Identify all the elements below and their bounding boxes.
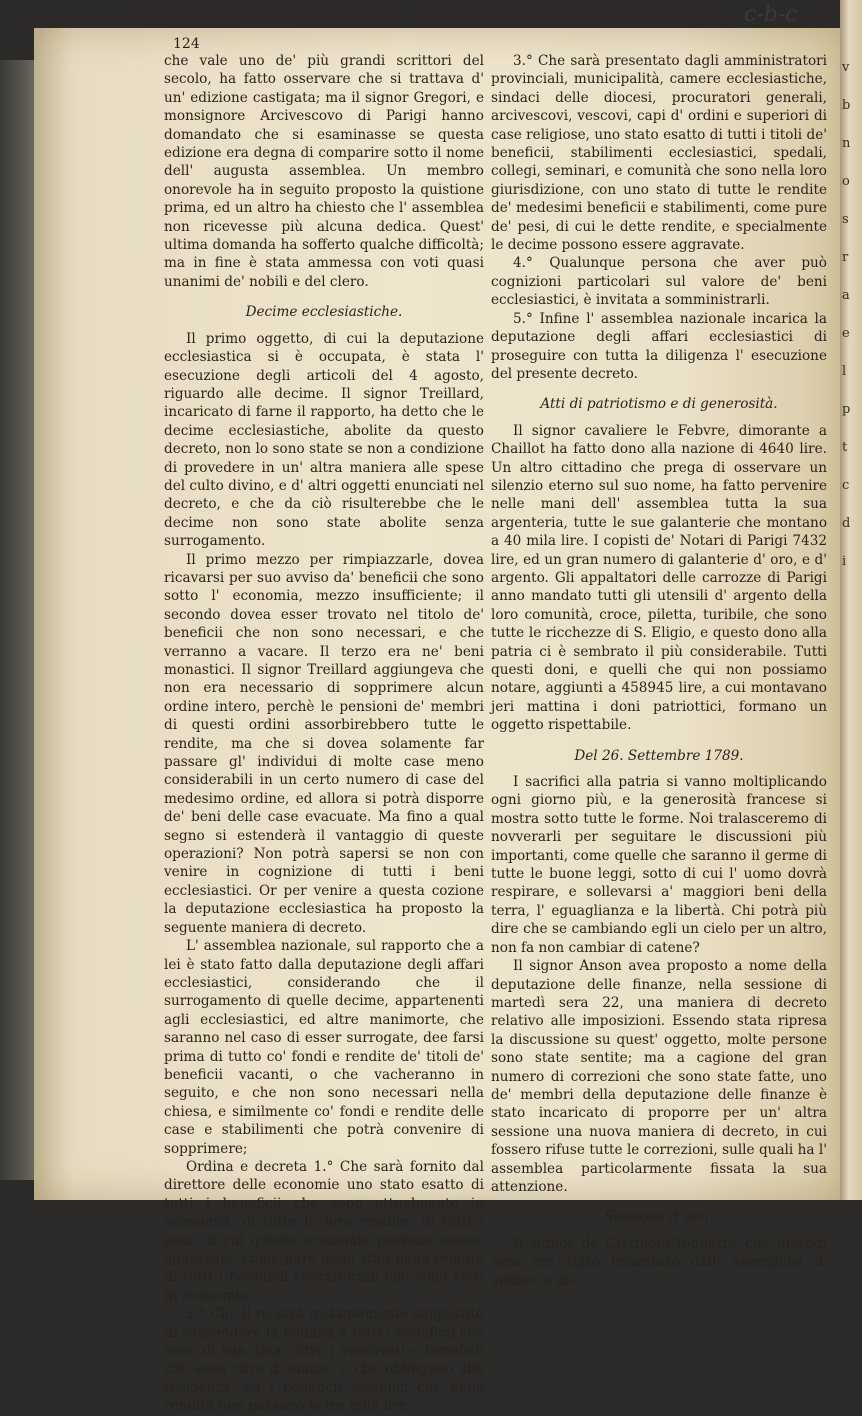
right-paragraph: 5.° Infine l' assemblea nazionale incarica la deputazione degli affari ecclesiastici di proseguire con tutta la diligenza l' esecuzione del presente decreto. [491,310,827,382]
right-heading: Del 26. Settembre 1789. [574,747,744,764]
edge-letter: e [842,326,850,341]
right-heading: Atti di patriotismo e di generosità. [540,396,778,413]
edge-letter: i [842,554,847,569]
edge-letter: r [842,250,849,265]
right-paragraph: 3.° Che sarà presentato dagli amministratori provinciali, municipalità, camere ecclesiastiche, sindaci delle diocesi, procuratori generali, arcivescovi, vescovi, capi d' ordini e superiori di case religiose, uno stato esatto di tutti i titoli de' beneficii, stabilimenti ecclesiastici, spedali, collegi, seminari, e comunità che sono nella loro giurisdizione, con uno stato di tutte le rendite de' medesimi beneficii e stabilimenti, come pure de' pesi, di cui le dette rendite, e specialmente le decime possono essere aggravate. [491,53,827,254]
edge-letter: l [842,364,847,379]
right-paragraph: Il signor de Clermont-Tonnerre che giovedì sera era stato incaricato dall' assemblea d' andare a do- [491,1235,827,1289]
right-heading: Sessione d' jeri. [604,1209,714,1226]
left-paragraph: Il primo mezzo per rimpiazzarle, dovea ricavarsi per suo avviso da' beneficii che sono sotto l' economia, mezzo insufficiente; il secondo dovea esser trovato nel titolo de' beneficii che non sono necessari, e che verranno a vacare. Il terzo era ne' beni monastici. Il signor Treillard aggiungeva che non era necessario di sopprimere alcun ordine intero, perchè le pensioni de' membri di questi ordini assorbirebbero tutte le rendite, ma che si dovea solamente far passare gl' individui di molte case meno considerabili in un certo numero di case del medesimo ordine, ed allora si potrà disporre de' beni delle case evacuate. Ma fino a qual segno si estenderà il vantaggio di queste operazioni? Non potrà sapersi se non con venire in cognizione di tutti i beni ecclesiastici. Or per venire a questa cozione la deputazione ecclesiastica ha proposto la seguente maniera di decreto. [164,551,484,936]
left-text-column [164,52,484,1416]
edge-letter: a [842,288,850,303]
left-paragraph: Ordina e decreta 1.° Che sarà fornito dal direttore delle economie uno stato esatto di tutti i beneficii che sono attualmente in economia, di tutte le loro rendite, di tutti i pesi, di cui queste economie possono essere aggravate, come pure degli stati delle rendite di tutti i beneficii concistoriali che sono stati in economia. [164,1158,484,1304]
edge-letter: b [842,98,851,113]
book-binding-edge [0,60,34,1180]
edge-letter: v [842,60,850,75]
edge-letter: c [842,478,850,493]
left-paragraph: 2.° Che il re sarà instantemente supplicato di sospendere la nomina a tutti i beneficii che sono di sua data, oltre i vescovati e beneficii che sono cura d' anime, e che obbligano alla residenza, ed i beneficii semplici che nella rendita non passano le tre mila lire. [164,1306,484,1415]
corner-ink-mark: c-b-c [744,2,798,27]
adjacent-page-edge [840,0,862,1200]
right-paragraph: 4.° Qualunque persona che aver può cognizioni particolari sul valore de' beni ecclesiastici, è invitata a somministrarli. [491,255,827,309]
edge-letter: s [842,212,849,227]
edge-letter: o [842,174,850,189]
right-paragraph: I sacrifici alla patria si vanno moltiplicando ogni giorno più, e la generosità francese si mostra sotto tutte le forme. Noi tralasceremo di novverarli per seguitare le discussioni più importanti, come quelle che saranno il germe di tutte le buone leggi, sotto di cui l' uomo dovrà respirare, e sollevarsi a' maggiori beni della terra, l' eguaglianza e la libertà. Chi potrà più dire che se cambiando egli un cielo per un altro, non fa non cambiar di catene? [491,774,827,956]
right-text-column [491,52,827,1290]
edge-letter: t [842,440,848,455]
right-paragraph: Il signor cavaliere le Febvre, dimorante a Chaillot ha fatto dono alla nazione di 4640 lire. Un altro cittadino che prega di osservare un silenzio eterno sul suo nome, ha fatto pervenire nelle mani dell' assemblea tutta la sua argenteria, tutte le sue galanterie che montano a 40 mila lire. I copisti de' Notari di Parigi 7432 lire, ed un gran numero di galanterie d' oro, e d' argento. Gli appaltatori delle carrozze di Parigi anno mandato tutti gli utensili d' argento della loro comunità, croce, piletta, turibile, che sono tutte le ricchezze di S. Eligio, e questo dono alla patria ci è sembrato il più considerabile. Tutti questi doni, e quelli che qui non possiamo notare, aggiunti a 458945 lire, a cui montavano jeri mattina i doni patriottici, formano un oggetto rispettabile. [491,422,827,734]
page-number: 124 [173,36,200,52]
left-paragraph: L' assemblea nazionale, sul rapporto che a lei è stato fatto dalla deputazione degli affari ecclesiastici, considerando che il surrogamento di quelle decime, appartenenti agli ecclesiastici, ed altre manimorte, che saranno nel caso di esser surrogate, dee farsi prima di tutto co' fondi e rendite de' titoli de' beneficii vacanti, o che vacheranno in seguito, e che non sono necessari nella chiesa, e similmente co' fondi e rendite delle case e stabilimenti che potrà convenire di sopprimere; [164,938,484,1157]
left-paragraph: Il primo oggetto, di cui la deputazione ecclesiastica si è occupata, è stata l' esecuzione degli articoli del 4 agosto, riguardo alle decime. Il signor Treillard, incaricato di farne il rapporto, ha detto che le decime ecclesiastiche, abolite da questo decreto, non lo sono state se non a condizione di provedere in un' altra maniera alle spese del culto divino, e d' altri oggetti enunciati nel decreto, e che da ciò risulterebbe che le decime non sono state abolite senza surrogamento. [164,330,484,550]
left-heading: Decime ecclesiastiche. [245,304,403,321]
right-paragraph: Il signor Anson avea proposto a nome della deputazione delle finanze, nella sessione di martedì sera 22, una maniera di decreto relativo alle imposizioni. Essendo stata ripresa la discussione su quest' oggetto, molte persone sono state sentite; ma a cagione del gran numero di correzioni che sono state fatte, uno de' membri della deputazione delle finanze è stato incaricato di proporre per un' altra sessione una nuova maniera di decreto, in cui fossero rifuse tutte le correzioni, sulle quali ha l' assemblea particolarmente fissata la sua attenzione. [491,958,827,1195]
edge-letter: p [842,402,851,417]
edge-letter: n [842,136,851,151]
left-paragraph: che vale uno de' più grandi scrittori del secolo, ha fatto osservare che si trattava d' un' edizione castigata; ma il signor Gregori, e monsignore Arcivescovo di Parigi hanno domandato che si esaminasse se questa edizione era degna di comparire sotto il nome dell' augusta assemblea. Un membro onorevole ha in seguito proposto la quistione prima, ed un altro ha chiesto che l' assemblea non ricevesse più alcuna dedica. Quest' ultima domanda ha sofferto qualche difficoltà; ma in fine è stata ammessa con voti quasi unanimi de' nobili e del clero. [164,53,484,290]
edge-letter: d [842,516,851,531]
